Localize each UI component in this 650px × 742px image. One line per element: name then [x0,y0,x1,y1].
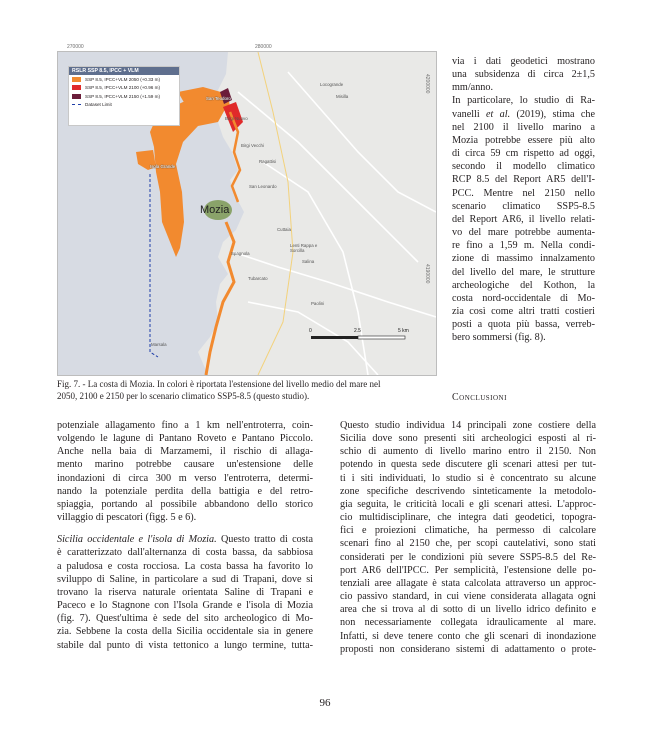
place-label: San Leonardo [249,184,277,189]
text-line: port AR6 dell'IPCC. Per semplicità, l'estensione delle po- [340,564,596,576]
text-line: Questo studio individua 14 principali zone costiere della [340,420,596,431]
text-line: (fig. 7). Quest'ultima è sede del sito archeologico di Mo- [57,613,313,625]
text-line: potenziale allagamento fino a 1 km nell'entroterra, coin- [57,420,313,431]
text-line: nel 2100 il livello marino a [452,121,595,133]
scale-bar [311,336,405,339]
place-label: Paolini [311,301,325,306]
text-line: villaggio di pescatori (figg. 5 e 6). [57,512,197,524]
text-line: secondo il modello climatico [452,161,595,173]
caption-line: 2050, 2100 e 2150 per lo scenario climatico SSP5-8.5 (questo studio). [57,390,310,401]
place-label: Tubarcato [248,276,268,281]
text-line: potendo in questa sede discutere gli scenari attesi per tut- [340,459,596,471]
text-line: sviluppo di Saline, in particolare a sud di Trapani, dove si [57,573,313,585]
text-line: non necessariamente collegata idraulicamente al mare. [340,617,596,629]
text-line: PCC. Mentre nel 2150 nello [452,187,595,199]
text-line: schio di aumento di livello marino entro il 2150. Non [340,446,596,458]
right-column [340,419,596,656]
text-line: Paceco e lo Stagnone con l'Isola Grande e l'isola di Mozia [57,600,313,612]
text-line: di circa 59 cm rispetto ad oggi, [452,148,595,160]
text-line: proposti non considerano sistemi di adattamento o prote- [340,643,596,655]
coord-right-bottom: 4190000 [424,264,430,284]
legend-swatch [72,104,81,105]
text-line: vanelli et al. (2019), stima che [452,108,595,120]
text-line: ti i siti individuati, lo studio si è concentrato su alcune [340,472,596,484]
legend-swatch [72,94,81,99]
text-line: del livello del mare, le strutture [452,266,595,278]
map-label-mozia: Mozia [200,204,230,216]
text-line: via i dati geodetici mostrano [452,56,595,67]
text-line: spiaggia, portando al possibile abbandono dello storico [57,498,313,510]
scale-label: 2.5 [354,328,361,334]
legend-label: Dataset Limit [85,102,112,108]
text-line: del Report AR6, il livello relati- [452,213,595,225]
text-line: Infatti, si deve tenere conto che gli scenari di inondazione [340,630,596,642]
legend-swatch [72,85,81,90]
legend-label: SSP 8.5, IPCC+VLM 2150 (+1.59 m) [85,93,160,99]
text-line: mento marino potrebbe causare un'estensione delle [57,459,313,471]
place-label: Ragattisi [259,159,277,164]
place-label: Isola Grande [150,164,176,169]
figure-caption [57,379,442,402]
text-line: In particolare, lo studio di Ra- [452,95,595,107]
text-run: Questo tratto di costa [216,534,313,546]
text-line: vo del mare potrebbe aumenta- [452,227,595,239]
text-line: Sicilia dove sono presenti siti archeologici esposti al ri- [340,433,596,445]
map-legend [68,66,180,126]
text-line: Mozia potrebbe essere più alto [452,134,595,146]
text-line: area che si trova al di sotto di un livello idrico definito e [340,604,596,616]
text-line: una subsidenza di circa 2±1,5 [452,69,595,81]
text-line: considerati per le condizioni più severe SSP5-8.5 del Re- [340,551,596,563]
place-label: Birgi Nuovo [225,116,248,121]
legend-item [69,75,179,84]
coord-top-left: 270000 [67,44,84,50]
text-line: bero sommersi (fig. 8). [452,332,546,344]
text-line: zia. Sebbene la costa della Sicilia occidentale sia in genere [57,626,313,638]
text-line: zone specifiche descrivendo sinteticamente la metodolo- [340,485,596,497]
section-heading-inline: Sicilia occidentale e l'isola di Mozia. [57,534,217,546]
text-line: stabile dal punto di vista tettonico a lungo termine, tutta- [57,639,313,651]
text-line: archeologiche del Kothon, la [452,279,595,291]
right-top-column [452,55,595,344]
scale-label: 0 [309,328,312,334]
coord-top-mid: 280000 [255,44,272,50]
text-line: re fino a 1,59 m. Nella condi- [452,240,595,252]
text-line: scenario climatico SSP5-8.5 [452,200,595,212]
text-line: fici e proiezioni climatiche, ha permesso di calcolare [340,525,596,537]
text-line: scenari fino al 2150 che, per scopi cautelativi, sono stati [340,538,596,550]
place-label: San Teodoro [206,96,231,101]
place-label: Misilla [336,94,349,99]
text-line: trovano la riserva naturale orientata Saline di Trapani e [57,586,313,598]
text-line: RCP 8.5 del Report AR5 dell'I- [452,174,595,186]
text-line: nando la potenziale perdita della battigia e del retro- [57,485,313,497]
text-line: costa nord-occidentale di Mo- [452,292,595,304]
scale-label: 5 km [398,328,409,334]
text-line: inondazioni di circa 300 m verso l'entroterra, determi- [57,472,313,484]
conclusions-heading: Conclusioni [452,392,507,403]
legend-swatch [72,77,81,82]
legend-item [69,92,179,101]
legend-title: RSLR SSP 8.5, IPCC + VLM [69,67,179,75]
place-label: Cuttaia [277,227,291,232]
left-column [57,419,313,652]
text-line: posti a quota più bassa, verreb- [452,319,595,331]
figure-map [57,44,437,376]
text-line: cio passivo standard, in cui viene considerata allagata ogni [340,591,596,603]
left-paragraph-1 [57,419,313,524]
coord-right-top: 4200000 [424,74,430,94]
text-line: volgendo le lagune di Pantano Roveto e Pantano Piccolo. [57,433,313,445]
text-line: zione di massimo innalzamento [452,253,595,265]
text-line: a paludosa e costa rocciosa. La costa bassa ha favorito lo [57,560,313,572]
page-number: 96 [319,697,331,709]
place-label: Marsala [151,342,167,347]
text-line: mm/anno. [452,82,494,94]
left-paragraph-2-first-line [57,533,313,546]
place-label: Spagnola [231,251,250,256]
legend-label: SSP 8.5, IPCC+VLM 2100 (+0.96 m) [85,85,160,91]
caption-line: Fig. 7. - La costa di Mozia. In colori è riportata l'estensione del livello medio del mare nel [57,379,381,389]
text-line: Anche nella baia di Marzamemi, il rischio di allaga- [57,446,313,458]
text-line: gia seguita, le criticità locali e gli scenari attesi. L'approc- [340,498,596,510]
text-line: tenziali aree allagate è stata calcolata attraverso un approc- [340,577,596,589]
place-label: Salina [302,259,315,264]
place-label: Birgi Vecchi [241,143,264,148]
legend-item [69,84,179,93]
text-line: è caratterizzato dall'alternanza di costa bassa, da sabbiosa [57,547,313,559]
place-label: Locogrande [320,82,344,87]
left-paragraph-2 [57,546,313,651]
legend-label: SSP 8.5, IPCC+VLM 2050 (+0.33 m) [85,76,160,82]
text-line: cio multidisciplinare, che integra dati geodetici, topogra- [340,512,596,524]
place-label: Lenti Rappa e Sorcilla [290,243,318,253]
legend-item [69,101,179,110]
text-line: zia così come altri tratti costieri [452,305,595,317]
